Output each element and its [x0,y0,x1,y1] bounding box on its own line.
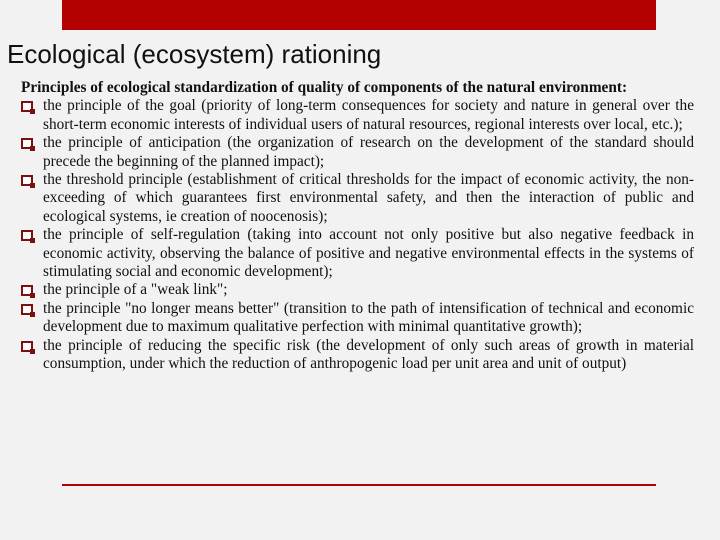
list-item-text: the principle of a "weak link"; [43,281,228,299]
slide-title: Ecological (ecosystem) rationing [7,39,382,69]
list-item [21,281,694,299]
list-item-text: the principle of anticipation (the organization of research on the development of the standard should precede the beginning of the planned impact); [43,134,694,170]
square-bullet-icon [21,285,33,296]
square-bullet-icon [21,230,33,241]
list-item [21,134,694,171]
list-item [21,97,694,134]
list-item-text: the principle of reducing the specific risk (the development of only such areas of growth in material consumption, under which the reduction of anthropogenic load per unit area and unit of output) [43,336,694,373]
list-item-text: the principle "no longer means better" (transition to the path of intensification of technical and economic development due to maximum qualitative perfection with minimal quantitative growth); [43,299,694,336]
square-bullet-icon [21,175,33,186]
square-bullet-icon [21,304,33,315]
list-item-text: the threshold principle (establishment of critical thresholds for the impact of economic activity, the non-exceeding of which guarantees first environmental safety, and then the interaction of public and ecological systems, ie creation of noocenosis); [43,171,694,225]
list-item-text: the principle of self-regulation (taking into account not only positive but also negative feedback in economic activity, observing the balance of positive and negative environmental effects in the systems of stimulating social and economic development); [43,226,694,281]
list-item [21,337,694,374]
square-bullet-icon [21,341,33,352]
square-bullet-icon [21,138,33,149]
list-item [21,171,694,226]
intro-text: Principles of ecological standardization of quality of components of the natural environment: [21,79,628,96]
list-item-text: the principle of the goal (priority of long-term consequences for society and nature in general over the short-term economic interests of individual users of natural resources, regional interests over local, etc.); [43,97,694,133]
bottom-accent-line [62,484,656,486]
list-item [21,300,694,337]
principles-list [21,97,694,373]
list-item [21,226,694,281]
top-accent-bar [62,0,656,30]
slide-content [21,79,694,374]
square-bullet-icon [21,101,33,112]
